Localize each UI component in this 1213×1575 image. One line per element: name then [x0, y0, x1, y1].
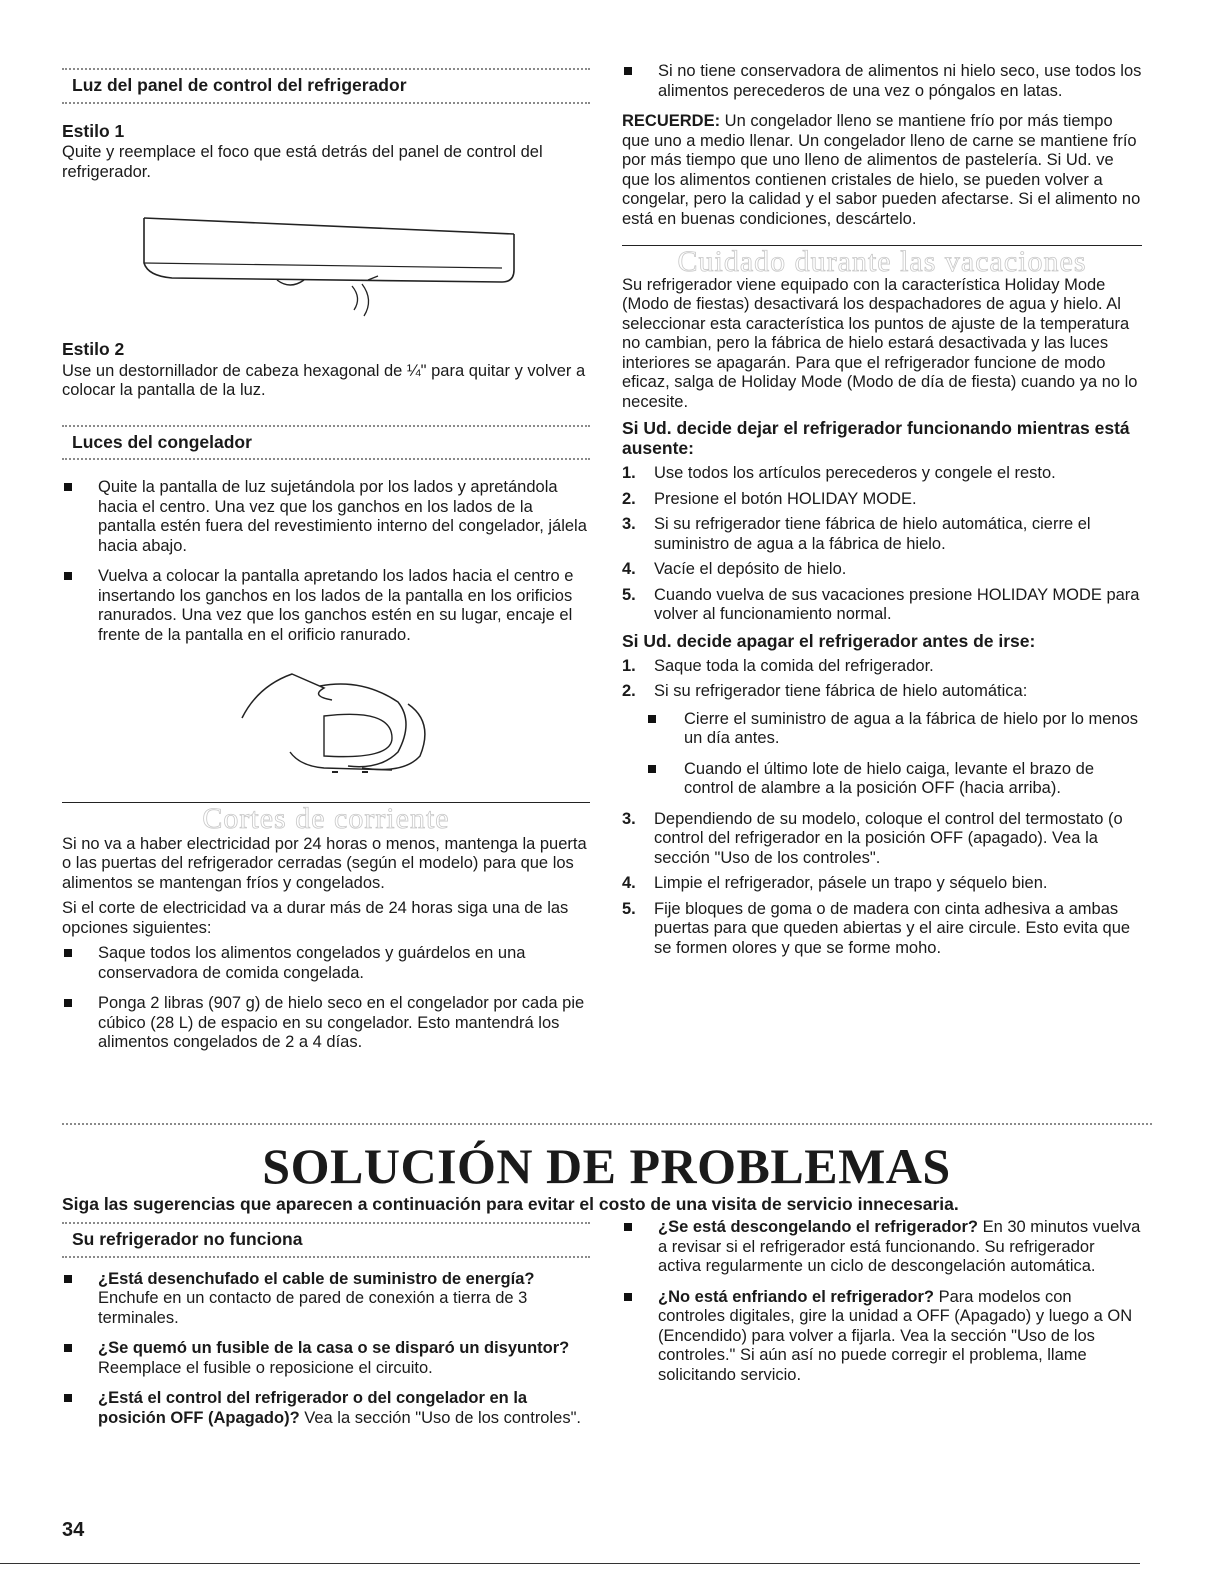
step-number: 4.	[622, 560, 636, 578]
ice-maker-substeps	[622, 710, 1142, 799]
list-item: ¿Se está descongelando el refrigerador? En 30 minutos vuelva a revisar si el refrigerador está funcionando. Su refrigerador activa regularmente un ciclo de descongelación automática.	[622, 1218, 1142, 1277]
list-item: Si no tiene conservadora de alimentos ni hielo seco, use todos los alimentos perecederos de una vez o póngalos en latas.	[622, 62, 1142, 101]
list-item: 5. Cuando vuelva de sus vacaciones presione HOLIDAY MODE para volver al funcionamiento normal.	[622, 585, 1140, 623]
step-number: 5.	[622, 899, 636, 918]
control-panel-light-illustration	[62, 188, 590, 328]
vacation-care-title: Cuidado durante las vacaciones	[677, 245, 1087, 278]
footer-rule	[0, 1563, 1140, 1564]
vacation-paragraph: Su refrigerador viene equipado con la característica Holiday Mode (Modo de fiestas) desactivará los despachadores de agua y hielo. Al seleccionar esta característica los puntos de ajuste de la temperatura no cambian, pero la fábrica de hielo estará desactivada y las luces interiores se apagarán. Para que el refrigerador funcione de modo eficaz, salga de Holiday Mode (Modo de día de fiesta) cuando ya no lo necesite.	[622, 275, 1138, 411]
leave-running-steps	[622, 464, 1142, 625]
list-item: ¿Está desenchufado el cable de suministro de energía? Enchufe en un contacto de pared de conexión a tierra de 3 terminales.	[62, 1270, 590, 1329]
section-rule	[62, 68, 590, 70]
list-item: Ponga 2 libras (907 g) de hielo seco en el congelador por cada pie cúbico (28 L) de espacio en su congelador. Esto mantendrá los alimentos congelados de 2 a 4 días.	[62, 994, 590, 1053]
troubleshooting-tagline: Siga las sugerencias que aparecen a continuación para evitar el costo de una visita de servicio innecesaria.	[62, 1194, 959, 1214]
step-number: 5.	[622, 585, 636, 604]
list-item: 4. Limpie el refrigerador, pásele un trapo y séquelo bien.	[622, 874, 1048, 892]
list-item: 3. Dependiendo de su modelo, coloque el control del termostato (o control del refrigerador en la posición OFF (apagado). Vea la sección "Uso de los controles".	[622, 809, 1123, 867]
list-item: 2. Si su refrigerador tiene fábrica de hielo automática: Cierre el suministro de agua a la fábrica de hielo por lo menos un día antes. Cuando el último lote de hielo caiga, levante el brazo de control de alambre a la posición OFF (hacia arriba).	[622, 682, 1142, 799]
troubleshooting-title: SOLUCIÓN DE PROBLEMAS	[262, 1138, 951, 1194]
list-item: 1. Saque toda la comida del refrigerador.	[622, 656, 934, 675]
step-number: 1.	[622, 656, 636, 675]
list-item: 4. Vacíe el depósito de hielo.	[622, 560, 847, 578]
freezer-light-shield-illustration	[62, 656, 590, 786]
not-working-heading: Su refrigerador no funciona	[72, 1229, 303, 1249]
troubleshooting-left-column	[62, 1222, 590, 1439]
step-number: 1.	[622, 464, 636, 482]
leave-running-heading: Si Ud. decide dejar el refrigerador funcionando mientras está ausente:	[622, 418, 1130, 458]
list-item: 2. Presione el botón HOLIDAY MODE.	[622, 489, 917, 508]
outage-options-list-continued	[622, 62, 1142, 101]
right-column	[622, 0, 1142, 964]
list-item: Cuando el último lote de hielo caiga, levante el brazo de control de alambre a la posición OFF (hacia arriba).	[622, 760, 1142, 799]
section-rule	[62, 1222, 590, 1224]
freezer-lights-list	[62, 478, 590, 645]
step-number: 2.	[622, 489, 636, 508]
outage-paragraph-2: Si el corte de electricidad va a durar más de 24 horas siga una de las opciones siguientes:	[62, 899, 569, 937]
step-number: 3.	[622, 809, 636, 828]
remember-text: Un congelador lleno se mantiene frío por más tiempo que uno a medio llenar. Un congelador lleno de carne se mantiene frío por más tiempo que uno lleno de alimentos de pastelería. Si Ud. ve que los alimentos contienen cristales de hielo, se pueden volver a congelar, pero la calidad y el sabor pueden afectarse. Si el alimento no está en buenas condiciones, descártelo.	[622, 112, 1141, 228]
list-item: Cierre el suministro de agua a la fábrica de hielo por lo menos un día antes.	[622, 710, 1142, 749]
remember-note	[622, 112, 1142, 229]
remember-label: RECUERDE:	[622, 112, 721, 130]
power-outage-title: Cortes de corriente	[202, 802, 450, 835]
list-item: ¿Está el control del refrigerador o del congelador en la posición OFF (Apagado)? Vea la sección "Uso de los controles".	[62, 1389, 590, 1428]
light-panel-heading: Luz del panel de control del refrigerador	[72, 75, 407, 95]
list-item: 5. Fije bloques de goma o de madera con cinta adhesiva a ambas puertas para que queden abiertas y el aire circule. Esto evita que se formen olores y que se forme moho.	[622, 899, 1131, 957]
estilo2-title: Estilo 2	[62, 339, 125, 359]
outage-options-list	[62, 944, 590, 1053]
list-item: ¿No está enfriando el refrigerador? Para modelos con controles digitales, gire la unidad a OFF (Apagado) y luego a ON (Encendido) para volver a fijarla. Vea la sección "Uso de los controles." Si aún así no puede corregir el problema, llame solicitando servicio.	[622, 1288, 1142, 1386]
list-item: Vuelva a colocar la pantalla apretando los lados hacia el centro e insertando los ganchos en los lados de la pantalla en los orificios ranurados. Una vez que los ganchos estén en su lugar, encaje el frente de la pantalla en el orificio ranurado.	[62, 567, 590, 645]
page-number: 34	[62, 1519, 85, 1541]
turn-off-steps	[622, 657, 1142, 959]
section-rule	[62, 1123, 1152, 1125]
outage-paragraph-1: Si no va a haber electricidad por 24 horas o menos, mantenga la puerta o las puertas del refrigerador cerradas (según el modelo) para que los alimentos se mantengan fríos y congelados.	[62, 834, 587, 892]
list-item: Saque todos los alimentos congelados y guárdelos en una conservadora de comida congelada.	[62, 944, 590, 983]
section-rule	[62, 425, 590, 427]
list-item: ¿Se quemó un fusible de la casa o se disparó un disyuntor? Reemplace el fusible o reposicione el circuito.	[62, 1339, 590, 1378]
estilo1-title: Estilo 1	[62, 120, 125, 141]
step-number: 2.	[622, 682, 636, 700]
troubleshooting-right-column	[622, 1218, 1142, 1396]
estilo2-text: Use un destornillador de cabeza hexagonal de ¼" para quitar y volver a colocar la pantalla de la luz.	[62, 361, 586, 399]
left-column	[62, 0, 590, 1064]
step-number: 3.	[622, 515, 636, 533]
freezer-lights-heading: Luces del congelador	[72, 431, 252, 452]
list-item: 1. Use todos los artículos perecederos y congele el resto.	[622, 464, 1056, 482]
list-item: Quite la pantalla de luz sujetándola por los lados y apretándola hacia el centro. Una vez que los ganchos en los lados de la pantalla estén fuera del revestimiento interno del congelador, jálela hacia abajo.	[62, 478, 590, 556]
not-working-list	[62, 1270, 590, 1429]
step-number: 4.	[622, 874, 636, 892]
list-item: 3. Si su refrigerador tiene fábrica de hielo automática, cierre el suministro de agua a la fábrica de hielo.	[622, 515, 1091, 553]
not-working-list-continued	[622, 1218, 1142, 1385]
turn-off-heading: Si Ud. decide apagar el refrigerador antes de irse:	[622, 630, 1036, 651]
estilo1-text: Quite y reemplace el foco que está detrás del panel de control del refrigerador.	[62, 143, 543, 181]
